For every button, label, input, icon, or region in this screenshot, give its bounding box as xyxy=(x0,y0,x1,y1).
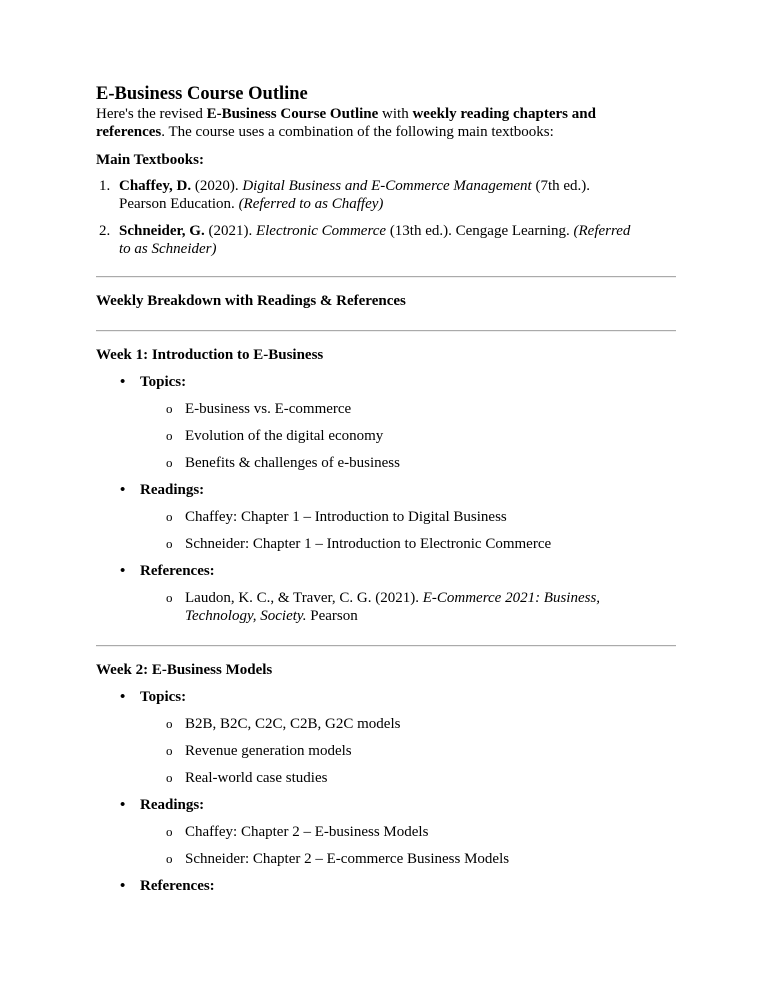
list-item: o Schneider: Chapter 1 – Introduction to Electronic Commerce xyxy=(185,535,551,553)
text: Here's the revised xyxy=(96,106,207,122)
list-item: o E-business vs. E-commerce xyxy=(185,400,351,418)
text: references xyxy=(96,124,162,140)
list-item: o Benefits & challenges of e-business xyxy=(185,454,400,472)
intro-paragraph xyxy=(96,105,596,141)
list-number: 2. xyxy=(99,223,111,239)
text: Chaffey, D. xyxy=(119,178,192,194)
text: E-Business Course Outline xyxy=(206,106,379,122)
week2-topics-label: • Topics: xyxy=(140,688,186,706)
text: to as Schneider) xyxy=(119,241,217,257)
list-item: o B2B, B2C, C2C, C2B, G2C models xyxy=(185,715,400,733)
document-title: E-Business Course Outline xyxy=(96,84,308,104)
list-item: o Chaffey: Chapter 2 – E-business Models xyxy=(185,823,428,841)
text: Laudon, K. C., & Traver, C. G. (2021). xyxy=(185,590,423,606)
list-item: o Real-world case studies xyxy=(185,769,327,787)
week1-readings-label: • Readings: xyxy=(140,481,204,499)
week1-references-label: • References: xyxy=(140,562,215,580)
textbook-1-text xyxy=(99,177,679,213)
main-textbooks-label: Main Textbooks: xyxy=(96,152,204,168)
text: (Referred to as Chaffey) xyxy=(238,196,384,212)
list-item: o Revenue generation models xyxy=(185,742,352,760)
textbook-2-text xyxy=(99,222,679,258)
list-item: o Chaffey: Chapter 1 – Introduction to Digital Business xyxy=(185,508,507,526)
divider xyxy=(96,645,676,647)
weekly-heading: Weekly Breakdown with Readings & References xyxy=(96,293,406,309)
list-item: o Evolution of the digital economy xyxy=(185,427,383,445)
week1-title: Week 1: Introduction to E-Business xyxy=(96,347,324,363)
text: E-Commerce 2021: Business, xyxy=(422,590,601,606)
text: Schneider, G. xyxy=(119,223,205,239)
list-number: 1. xyxy=(99,178,111,194)
text: . The course uses a combination of the following main textbooks: xyxy=(161,124,554,140)
divider xyxy=(96,276,676,278)
text: Electronic Commerce xyxy=(255,223,387,239)
text: Technology, Society. xyxy=(185,608,307,624)
divider xyxy=(96,330,676,332)
text: Pearson Education. xyxy=(119,196,239,212)
week2-title: Week 2: E-Business Models xyxy=(96,662,273,678)
week2-references-label: • References: xyxy=(140,877,215,895)
text: (13th ed.). Cengage Learning. xyxy=(386,223,574,239)
week1-topics-label: • Topics: xyxy=(140,373,186,391)
week2-readings-label: • Readings: xyxy=(140,796,204,814)
text: (Referred xyxy=(573,223,631,239)
text: Pearson xyxy=(306,608,358,624)
text: (7th ed.). xyxy=(531,178,591,194)
text: weekly reading chapters and xyxy=(412,106,596,122)
text: (2021). xyxy=(204,223,256,239)
list-item xyxy=(185,589,685,625)
text: Digital Business and E-Commerce Management xyxy=(242,178,532,194)
list-item: o Schneider: Chapter 2 – E-commerce Business Models xyxy=(185,850,509,868)
text: with xyxy=(378,106,413,122)
text: (2020). xyxy=(191,178,243,194)
